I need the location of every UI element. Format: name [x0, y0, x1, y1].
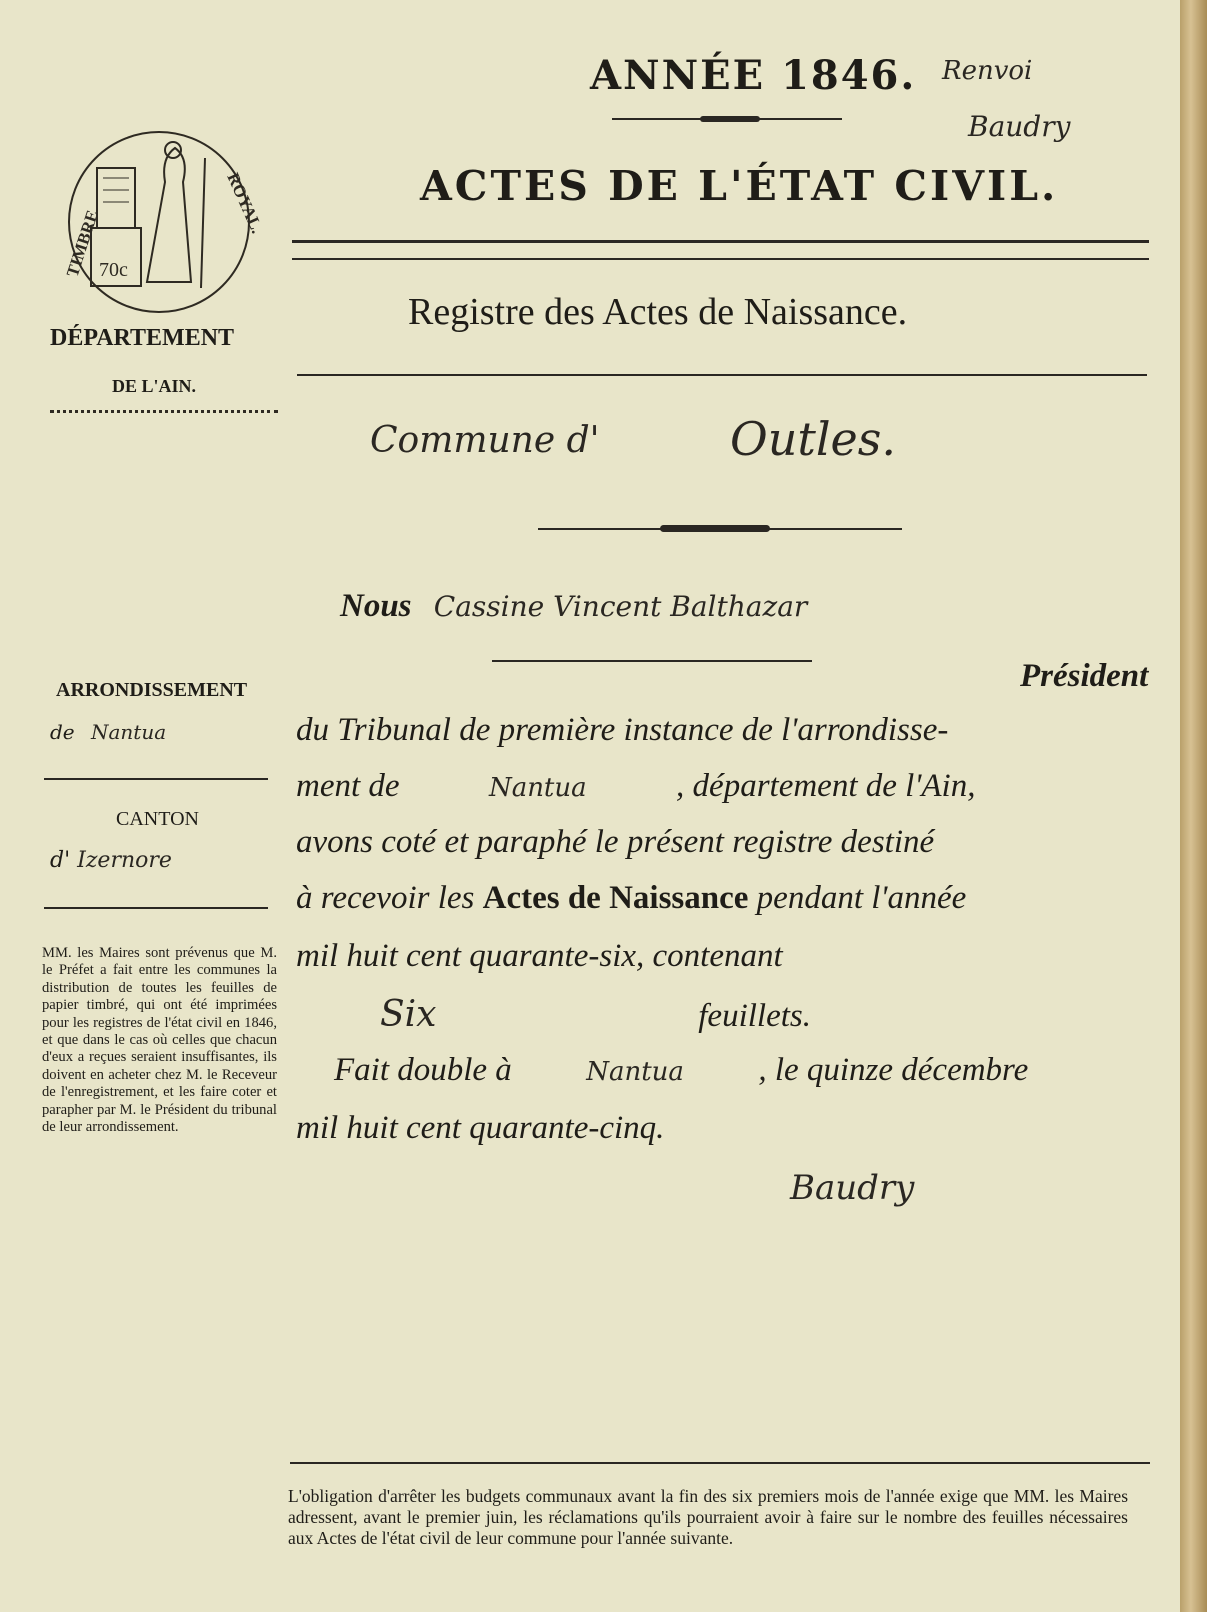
body-line-5: mil huit cent quarante-six, contenant — [296, 938, 783, 974]
wavy-rule — [50, 410, 278, 419]
rule-below-subtitle — [297, 374, 1147, 376]
rule-arrondissement — [44, 778, 268, 780]
body-line-7 — [334, 1052, 1028, 1089]
royal-stamp — [55, 128, 263, 316]
arrondissement-value: Nantua — [91, 720, 167, 744]
year-heading: ANNÉE 1846. — [590, 52, 917, 99]
canton-field — [50, 848, 172, 873]
president-label: Président — [1020, 658, 1149, 694]
rule-canton — [44, 907, 268, 909]
line2-city: Nantua — [488, 773, 587, 803]
margin-note-signature: Baudry — [968, 110, 1071, 143]
department-label: DÉPARTEMENT — [50, 325, 235, 351]
body-line-1: du Tribunal de première instance de l'arrondisse- — [296, 712, 949, 748]
line4-start: à recevoir les — [296, 880, 475, 916]
ornament-center-2 — [660, 525, 770, 532]
body-line-2 — [296, 768, 975, 805]
sheet-count: Six — [380, 994, 437, 1035]
double-rule-bottom — [292, 258, 1149, 260]
canton-prefix: d' — [50, 848, 71, 873]
line4-end: pendant l'année — [756, 880, 967, 916]
body-nous-line — [340, 588, 807, 625]
body-line-8: mil huit cent quarante-cinq. — [296, 1110, 665, 1146]
stamp-text-left: TIMBRE — [62, 207, 103, 280]
ornament-center — [700, 116, 760, 122]
canton-label: CANTON — [116, 808, 199, 830]
line7-end: , le quinze décembre — [758, 1052, 1029, 1088]
arrondissement-prefix: de — [50, 720, 75, 744]
footer-notice: L'obligation d'arrêter les budgets communaux avant la fin des six premiers mois de l'année exige que MM. les Maires adressent, avant le premier juin, les réclamations qu'ils pourraient avoir à faire sur le nombre des feuilles nécessaires aux Actes de l'état civil de leur commune pour l'année suivante. — [288, 1486, 1128, 1548]
register-subtitle: Registre des Actes de Naissance. — [408, 291, 908, 333]
rule-nous — [492, 660, 812, 662]
line2-end: , département de l'Ain, — [676, 768, 976, 804]
margin-note-renvoi: Renvoi — [942, 56, 1033, 86]
nous-name: Cassine Vincent Balthazar — [433, 590, 808, 623]
body-line-6 — [380, 994, 811, 1035]
canton-value: Izernore — [77, 848, 172, 873]
line4-acts: Actes de Naissance — [482, 880, 749, 916]
nous-label: Nous — [340, 588, 412, 624]
stamp-price: 70c — [99, 259, 128, 281]
commune-label: Commune d' — [370, 420, 600, 461]
commune-value: Outles. — [730, 412, 896, 466]
body-line-4 — [296, 880, 966, 917]
mayor-notice: MM. les Maires sont prévenus que M. le Préfet a fait entre les communes la distribution de toutes les feuilles de papier timbré, qui ont été imprimées pour les registres de l'état civil en 1846, et que dans le cas où celles que chacun d'eux a reçues seraient insuffisantes, ils doivent en acheter chez M. le Receveur de l'enregistrement, et les faire coter et parapher par M. le Président du tribunal de leur arrondissement. — [42, 945, 277, 1136]
page-title: ACTES DE L'ÉTAT CIVIL. — [420, 162, 1059, 210]
line7-city: Nantua — [586, 1057, 684, 1087]
department-name: DE L'AIN. — [112, 376, 197, 396]
arrondissement-field — [50, 720, 166, 744]
arrondissement-label: ARRONDISSEMENT — [56, 679, 248, 701]
footer-rule — [290, 1462, 1150, 1464]
page-edge — [1180, 0, 1207, 1612]
line6-feuillets: feuillets. — [698, 998, 811, 1034]
stamp-text-right: ROYAL. — [223, 169, 263, 237]
line2-start: ment de — [296, 768, 400, 804]
line7-start: Fait double à — [334, 1052, 512, 1088]
president-signature: Baudry — [790, 1168, 915, 1208]
body-line-3: avons coté et paraphé le présent registre destiné — [296, 824, 935, 860]
double-rule-top — [292, 240, 1149, 243]
